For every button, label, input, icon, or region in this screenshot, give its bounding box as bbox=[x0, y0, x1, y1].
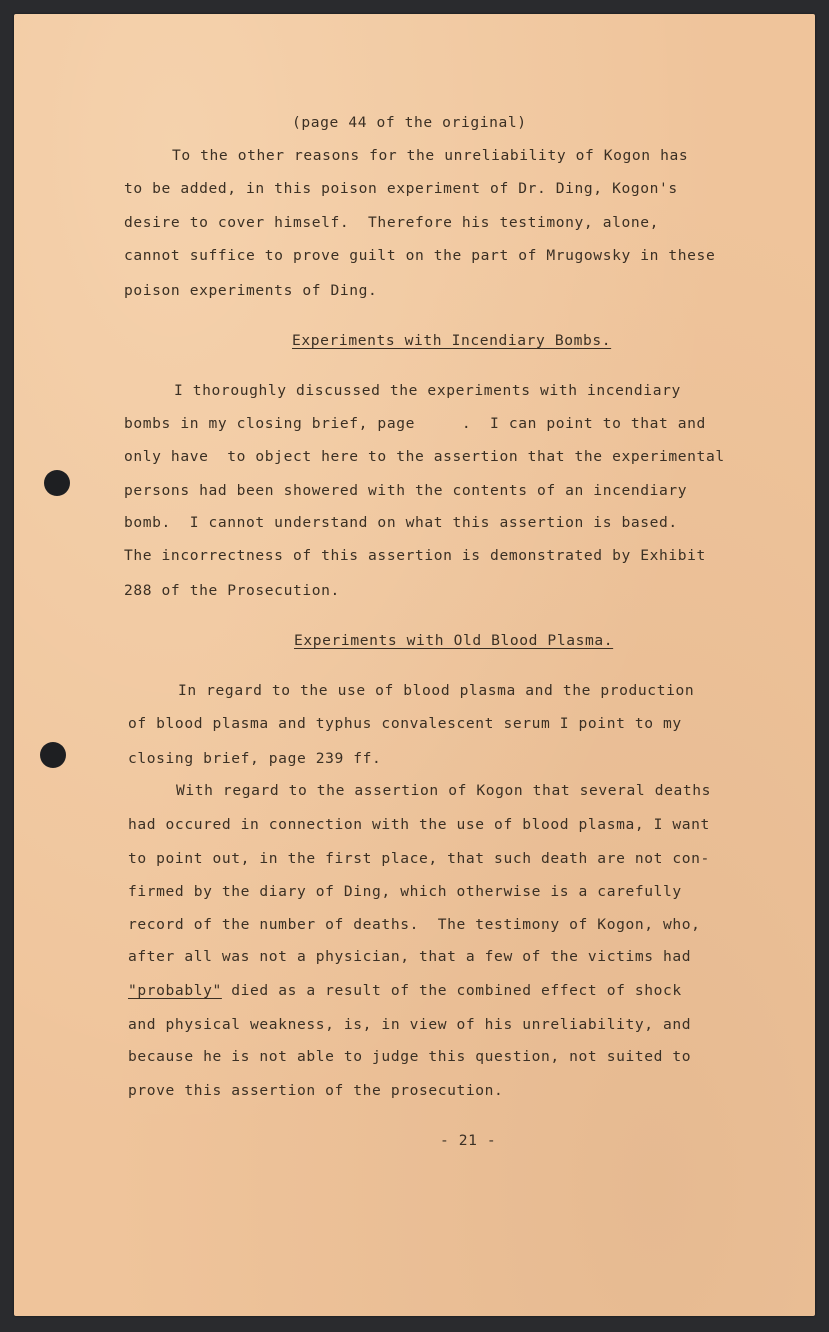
text-line: had occured in connection with the use of blood plasma, I want bbox=[128, 816, 710, 833]
document-page bbox=[14, 14, 815, 1316]
text-line: after all was not a physician, that a few of the victims had bbox=[128, 948, 692, 965]
text-line: of blood plasma and typhus convalescent serum I point to my bbox=[128, 715, 682, 732]
text-line: prove this assertion of the prosecution. bbox=[128, 1082, 504, 1099]
text-line: record of the number of deaths. The testimony of Kogon, who, bbox=[128, 916, 701, 933]
text-line: desire to cover himself. Therefore his testimony, alone, bbox=[124, 214, 660, 231]
text-line: because he is not able to judge this question, not suited to bbox=[128, 1048, 692, 1065]
binder-hole-lower bbox=[40, 742, 66, 768]
text-line: firmed by the diary of Ding, which otherwise is a carefully bbox=[128, 883, 682, 900]
text-line: closing brief, page 239 ff. bbox=[128, 750, 382, 767]
text-line: to point out, in the first place, that such death are not con- bbox=[128, 850, 710, 867]
text-line: persons had been showered with the contents of an incendiary bbox=[124, 482, 688, 499]
text-line: poison experiments of Ding. bbox=[124, 282, 378, 299]
text-line: To the other reasons for the unreliability of Kogon has bbox=[172, 147, 689, 164]
section-heading-incendiary: Experiments with Incendiary Bombs. bbox=[292, 332, 612, 349]
text-line: bombs in my closing brief, page . I can point to that and bbox=[124, 415, 706, 432]
text-line: bomb. I cannot understand on what this assertion is based. bbox=[124, 514, 678, 531]
text-line: only have to object here to the assertion that the experimental bbox=[124, 448, 725, 465]
text-line: cannot suffice to prove guilt on the part of Mrugowsky in these bbox=[124, 247, 716, 264]
page-number: - 21 - bbox=[440, 1132, 497, 1149]
text-line: 288 of the Prosecution. bbox=[124, 582, 340, 599]
text-line-rest: died as a result of the combined effect of shock bbox=[221, 982, 682, 999]
text-line: With regard to the assertion of Kogon that several deaths bbox=[176, 782, 712, 799]
underlined-word-probably: "probably" bbox=[128, 982, 222, 999]
text-line: to be added, in this poison experiment of Dr. Ding, Kogon's bbox=[124, 180, 678, 197]
text-line: I thoroughly discussed the experiments with incendiary bbox=[174, 382, 681, 399]
binder-hole-upper bbox=[44, 470, 70, 496]
text-line: The incorrectness of this assertion is demonstrated by Exhibit bbox=[124, 547, 706, 564]
section-heading-blood-plasma: Experiments with Old Blood Plasma. bbox=[294, 632, 614, 649]
text-line: and physical weakness, is, in view of his unreliability, and bbox=[128, 1016, 692, 1033]
text-line bbox=[128, 982, 682, 999]
page-header: (page 44 of the original) bbox=[292, 114, 527, 131]
text-line: In regard to the use of blood plasma and the production bbox=[178, 682, 695, 699]
